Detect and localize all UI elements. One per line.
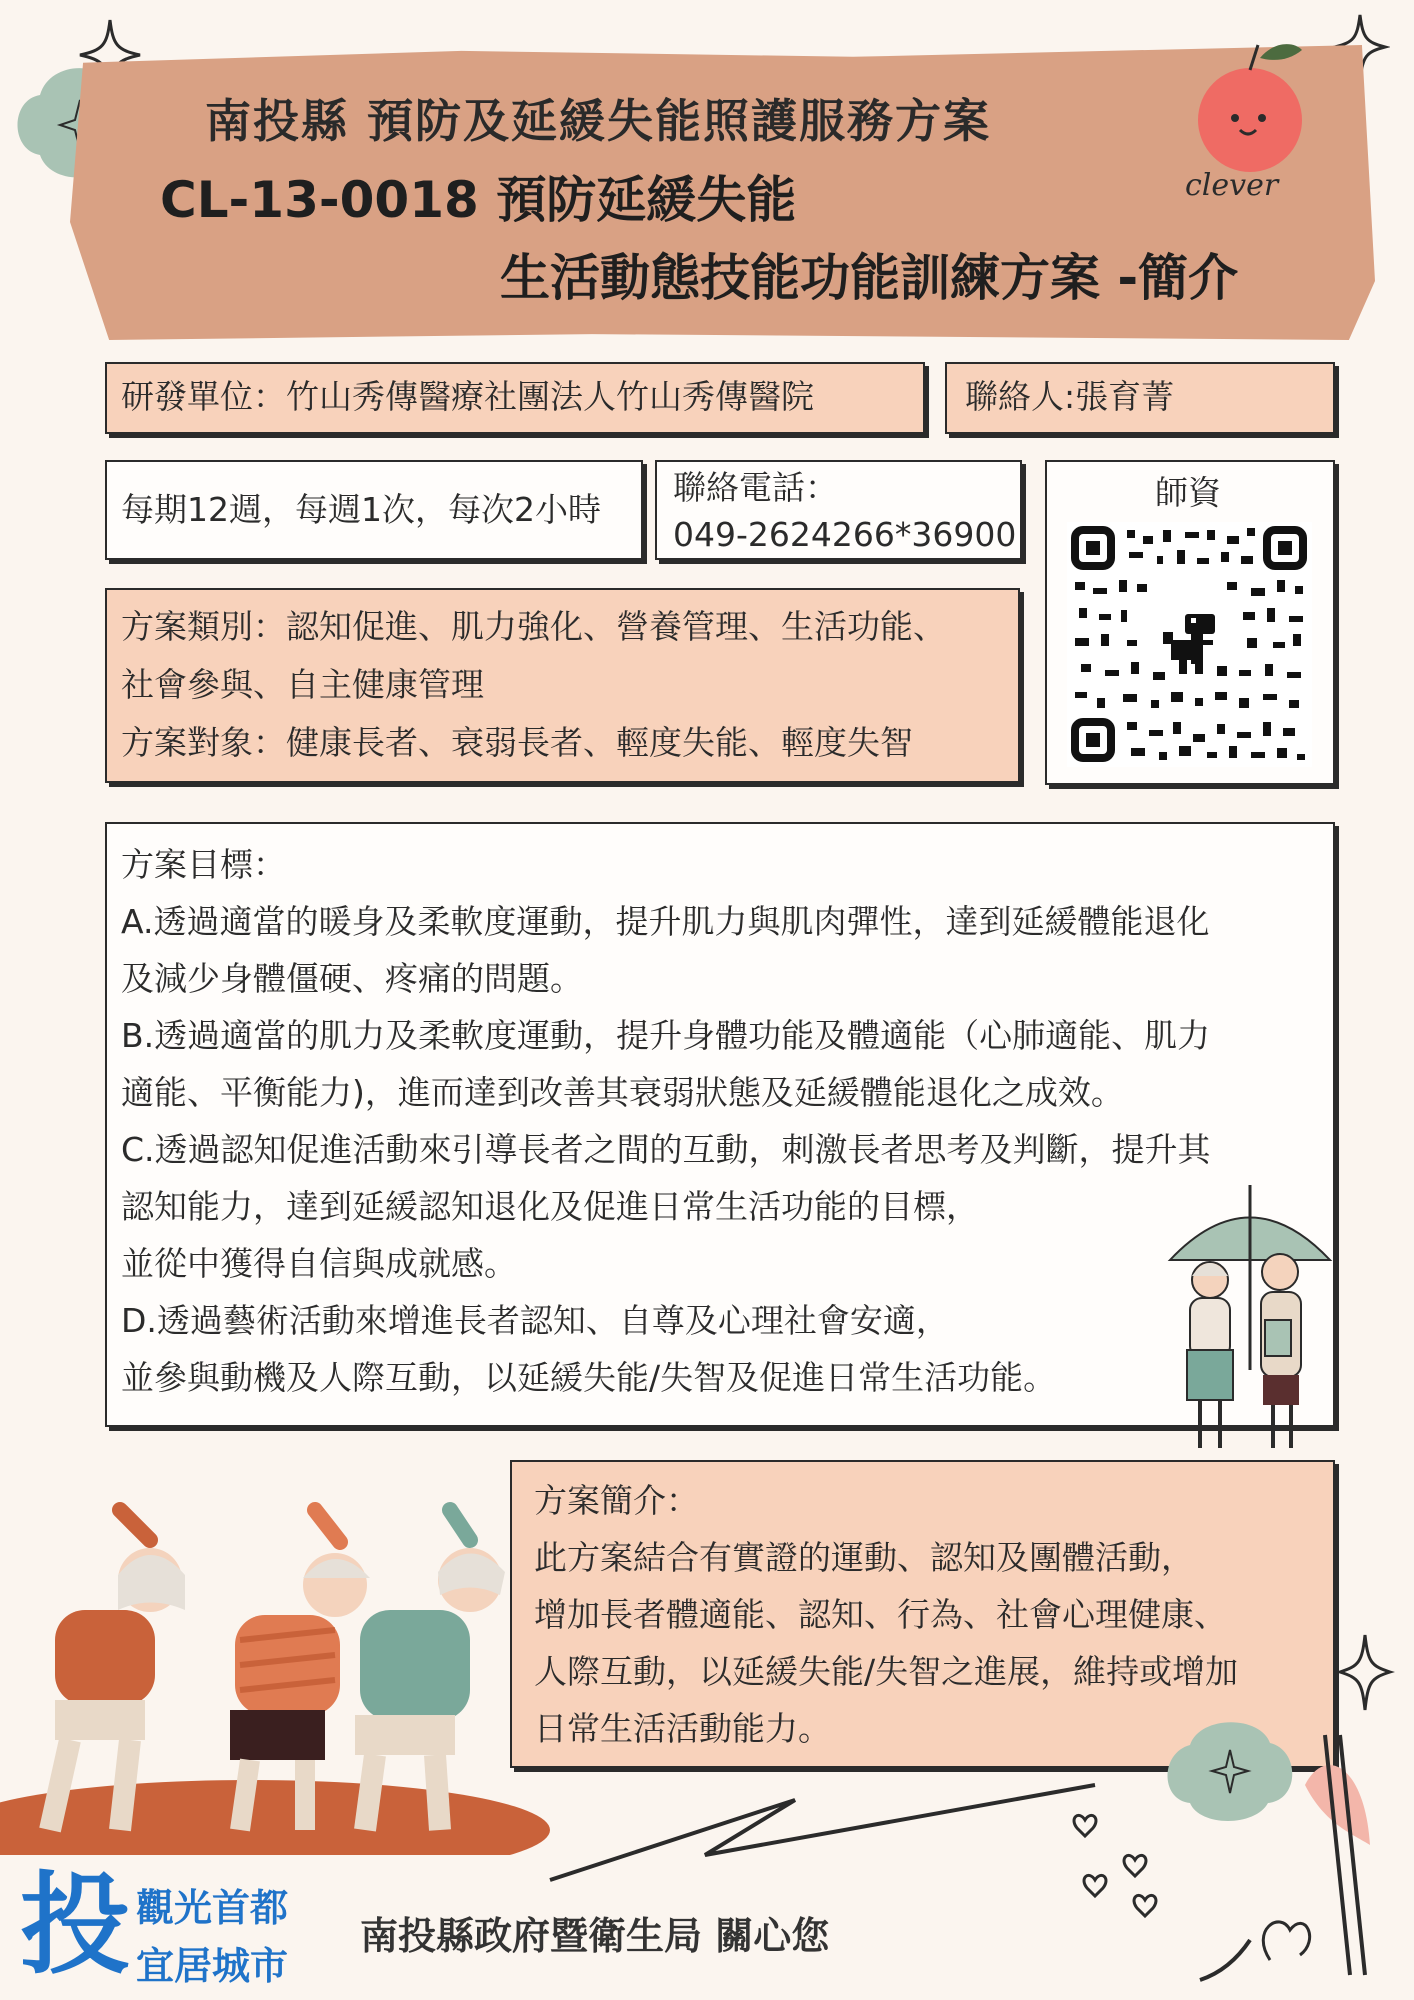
target-line: 方案對象：健康長者、衰弱長者、輕度失能、輕度失智 [121,723,913,762]
phone-label: 聯絡電話： [673,468,838,507]
intro-line: 人際互動，以延緩失能/失智之進展，維持或增加 [534,1652,1239,1691]
goal-line: 及減少身體僵硬、疼痛的問題。 [121,959,583,998]
swirl-doodle [1190,1900,1320,1990]
heart-icon [1065,1800,1175,1930]
sparkle-icon [1335,1630,1395,1715]
goals-box [105,822,1335,1427]
category-line2: 社會參與、自主健康管理 [121,665,484,704]
nantou-logo: 投 [20,1861,130,1989]
phone-box [655,460,1022,560]
contact-person-box [945,362,1335,434]
program-subtitle: 生活動態技能功能訓練方案 -簡介 [500,249,1239,307]
goal-line: 適能、平衡能力)，進而達到改善其衰弱狀態及延緩體能退化之成效。 [121,1073,1124,1112]
goal-line: A.透過適當的暖身及柔軟度運動，提升肌力與肌肉彈性，達到延緩體能退化 [121,902,1210,941]
intro-heading: 方案簡介： [534,1481,699,1520]
program-code-title: CL-13-0018 預防延緩失能 [160,171,797,229]
phone-number[interactable]: 049-2624266*36900 [673,515,1017,554]
goal-line: C.透過認知促進活動來引導長者之間的互動，刺激長者思考及判斷，提升其 [121,1130,1211,1169]
apple-text: clever [1185,168,1279,203]
goal-line: 並參與動機及人際互動，以延緩失能/失智及促進日常生活功能。 [121,1358,1057,1397]
logo-slogan-line1: 觀光首都 [136,1886,289,1930]
qr-code-icon[interactable] [1067,522,1312,767]
apple-icon [1180,30,1320,205]
goal-line: 並從中獲得自信與成就感。 [121,1244,517,1283]
qr-box [1045,460,1335,785]
intro-line: 增加長者體適能、認知、行為、社會心理健康、 [534,1595,1227,1634]
goal-line: B.透過適當的肌力及柔軟度運動，提升身體功能及體適能（心肺適能、肌力 [121,1016,1211,1055]
stretching-elders-illustration [0,1500,560,1855]
developer-box [105,362,925,434]
category-target-box [105,588,1020,783]
goal-line: D.透過藝術活動來增進長者認知、自尊及心理社會安適， [121,1301,949,1340]
goals-heading: 方案目標： [121,845,286,884]
footer-organization: 南投縣政府暨衛生局 關心您 [360,1914,830,1958]
schedule-text: 每期12週，每週1次，每次2小時 [121,490,601,529]
category-line1: 方案類別：認知促進、肌力強化、營養管理、生活功能、 [121,607,946,646]
schedule-box [105,460,643,560]
intro-line: 日常生活活動能力。 [534,1709,831,1748]
logo-slogan-line2: 宜居城市 [136,1944,289,1988]
intro-line: 此方案結合有實證的運動、認知及團體活動， [534,1538,1194,1577]
goal-line: 認知能力，達到延緩認知退化及促進日常生活功能的目標， [121,1187,979,1226]
zigzag-line [545,1780,1105,1890]
contact-person-text: 聯絡人:張育菁 [965,377,1175,416]
umbrella-couple-illustration [1165,1180,1340,1460]
page-title: 南投縣 預防及延緩失能照護服務方案 [205,94,992,148]
qr-label: 師資 [1155,473,1221,512]
green-blob-bottom-right [1160,1715,1300,1825]
developer-text: 研發單位：竹山秀傳醫療社團法人竹山秀傳醫院 [121,377,814,416]
